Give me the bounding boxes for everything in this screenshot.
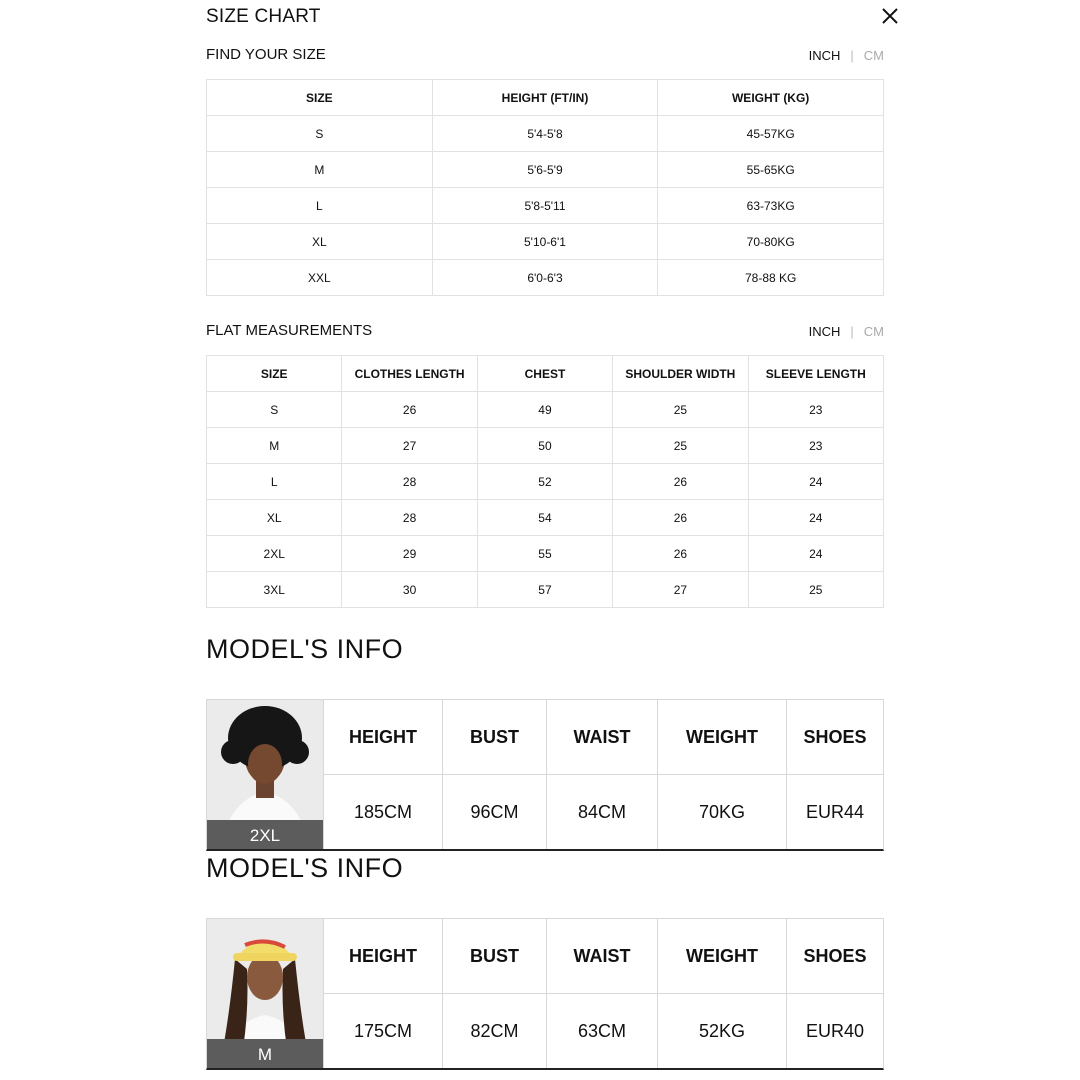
table-cell: 27 (342, 428, 477, 464)
table-header-cell: BUST (443, 919, 547, 994)
model-info-heading: MODEL'S INFO (206, 853, 404, 883)
table-cell: 26 (342, 392, 477, 428)
table-cell: XXL (207, 260, 433, 296)
unit-inch-button[interactable]: INCH (808, 48, 841, 63)
unit-cm-button[interactable]: CM (863, 48, 884, 63)
model-photo (207, 919, 324, 1068)
table-cell: 175CM (353, 1020, 413, 1041)
table-header-row (207, 80, 884, 116)
table-header-cell: WEIGHT (KG) (658, 80, 884, 116)
table-cell: 55 (477, 536, 612, 572)
table-cell: XL (207, 224, 433, 260)
table-cell: 49 (477, 392, 612, 428)
table-cell: 57 (477, 572, 612, 608)
table-cell: 28 (342, 500, 477, 536)
table-header-cell: HEIGHT (FT/IN) (432, 80, 658, 116)
table-header-cell: BUST (443, 700, 547, 775)
table-row (207, 536, 884, 572)
table-cell: 84CM (547, 775, 658, 850)
table-row (207, 224, 884, 260)
flat-unit-toggle (809, 324, 884, 339)
table-header-cell: SIZE (207, 356, 342, 392)
table-header-row (207, 356, 884, 392)
unit-inch-button[interactable]: INCH (808, 324, 841, 339)
table-header-cell: WAIST (547, 700, 658, 775)
table-cell: 96CM (443, 775, 547, 850)
table-header-cell: SHOULDER WIDTH (613, 356, 748, 392)
unit-cm-button[interactable]: CM (863, 324, 884, 339)
table-cell: 24 (748, 500, 883, 536)
model-info-card (206, 699, 884, 851)
table-cell: M (207, 152, 433, 188)
table-cell: 26 (613, 464, 748, 500)
unit-separator: | (850, 48, 854, 63)
table-cell: 50 (477, 428, 612, 464)
model-size-label: M (207, 1039, 323, 1068)
table-cell: 5'10-6'1 (432, 224, 658, 260)
table-cell: 25 (748, 572, 883, 608)
table-row (207, 428, 884, 464)
table-cell: L (207, 464, 342, 500)
table-cell: 5'8-5'11 (432, 188, 658, 224)
table-header-cell: HEIGHT (324, 919, 443, 994)
table-header-cell: HEIGHT (324, 700, 443, 775)
table-cell: 26 (613, 536, 748, 572)
table-cell: 25 (613, 428, 748, 464)
model-photo (207, 700, 324, 849)
table-cell: 55-65KG (658, 152, 884, 188)
table-cell: 2XL (207, 536, 342, 572)
table-header-cell: SLEEVE LENGTH (748, 356, 883, 392)
table-cell: 70KG (658, 775, 787, 850)
table-cell: 28 (342, 464, 477, 500)
table-cell: 23 (748, 428, 883, 464)
find-size-unit-toggle (809, 48, 884, 63)
table-cell: M (207, 428, 342, 464)
table-row (207, 260, 884, 296)
table-cell: 24 (748, 536, 883, 572)
table-row (207, 392, 884, 428)
table-cell: 82CM (443, 994, 547, 1069)
model-measurements-table (324, 700, 883, 849)
unit-separator: | (850, 324, 854, 339)
table-cell: 78-88 KG (658, 260, 884, 296)
table-cell: 30 (342, 572, 477, 608)
table-cell: 29 (342, 536, 477, 572)
table-row (207, 152, 884, 188)
table-header-row (324, 919, 883, 994)
table-cell: EUR44 (787, 775, 884, 850)
table-cell: S (207, 392, 342, 428)
table-cell: 26 (613, 500, 748, 536)
model-measurements-table (324, 919, 883, 1068)
table-cell: 25 (613, 392, 748, 428)
table-cell: 27 (613, 572, 748, 608)
model-info-card (206, 918, 884, 1070)
table-cell: 5'6-5'9 (432, 152, 658, 188)
table-header-cell: SIZE (207, 80, 433, 116)
table-cell: S (207, 116, 433, 152)
table-cell: 63CM (547, 994, 658, 1069)
model-size-label: 2XL (207, 820, 323, 849)
table-cell: 5'4-5'8 (432, 116, 658, 152)
table-header-cell: WEIGHT (658, 700, 787, 775)
flat-measurements-title: FLAT MEASUREMENTS (206, 322, 373, 339)
table-cell: 54 (477, 500, 612, 536)
table-cell: 3XL (207, 572, 342, 608)
table-row (207, 572, 884, 608)
table-row (207, 188, 884, 224)
table-row (324, 775, 883, 850)
table-header-cell: SHOES (787, 700, 884, 775)
table-header-row (324, 700, 883, 775)
table-cell: 24 (748, 464, 883, 500)
table-cell: 185CM (353, 801, 413, 822)
table-cell: 63-73KG (658, 188, 884, 224)
table-header-cell: CLOTHES LENGTH (342, 356, 477, 392)
table-header-cell: SHOES (787, 919, 884, 994)
size-chart-title: SIZE CHART (206, 6, 321, 27)
table-row (324, 994, 883, 1069)
table-cell: 23 (748, 392, 883, 428)
table-cell: 45-57KG (658, 116, 884, 152)
table-row (207, 500, 884, 536)
table-cell: XL (207, 500, 342, 536)
table-cell: EUR40 (787, 994, 884, 1069)
find-size-table (206, 79, 884, 296)
table-cell: 52 (477, 464, 612, 500)
table-cell: 6'0-6'3 (432, 260, 658, 296)
table-row (207, 116, 884, 152)
flat-measurements-table (206, 355, 884, 608)
table-cell: 70-80KG (658, 224, 884, 260)
table-cell: L (207, 188, 433, 224)
find-your-size-title: FIND YOUR SIZE (206, 46, 326, 63)
table-header-cell: WEIGHT (658, 919, 787, 994)
table-header-cell: CHEST (477, 356, 612, 392)
model-info-heading: MODEL'S INFO (206, 634, 404, 664)
table-header-cell: WAIST (547, 919, 658, 994)
table-cell: 52KG (658, 994, 787, 1069)
close-icon[interactable] (878, 4, 902, 28)
table-row (207, 464, 884, 500)
